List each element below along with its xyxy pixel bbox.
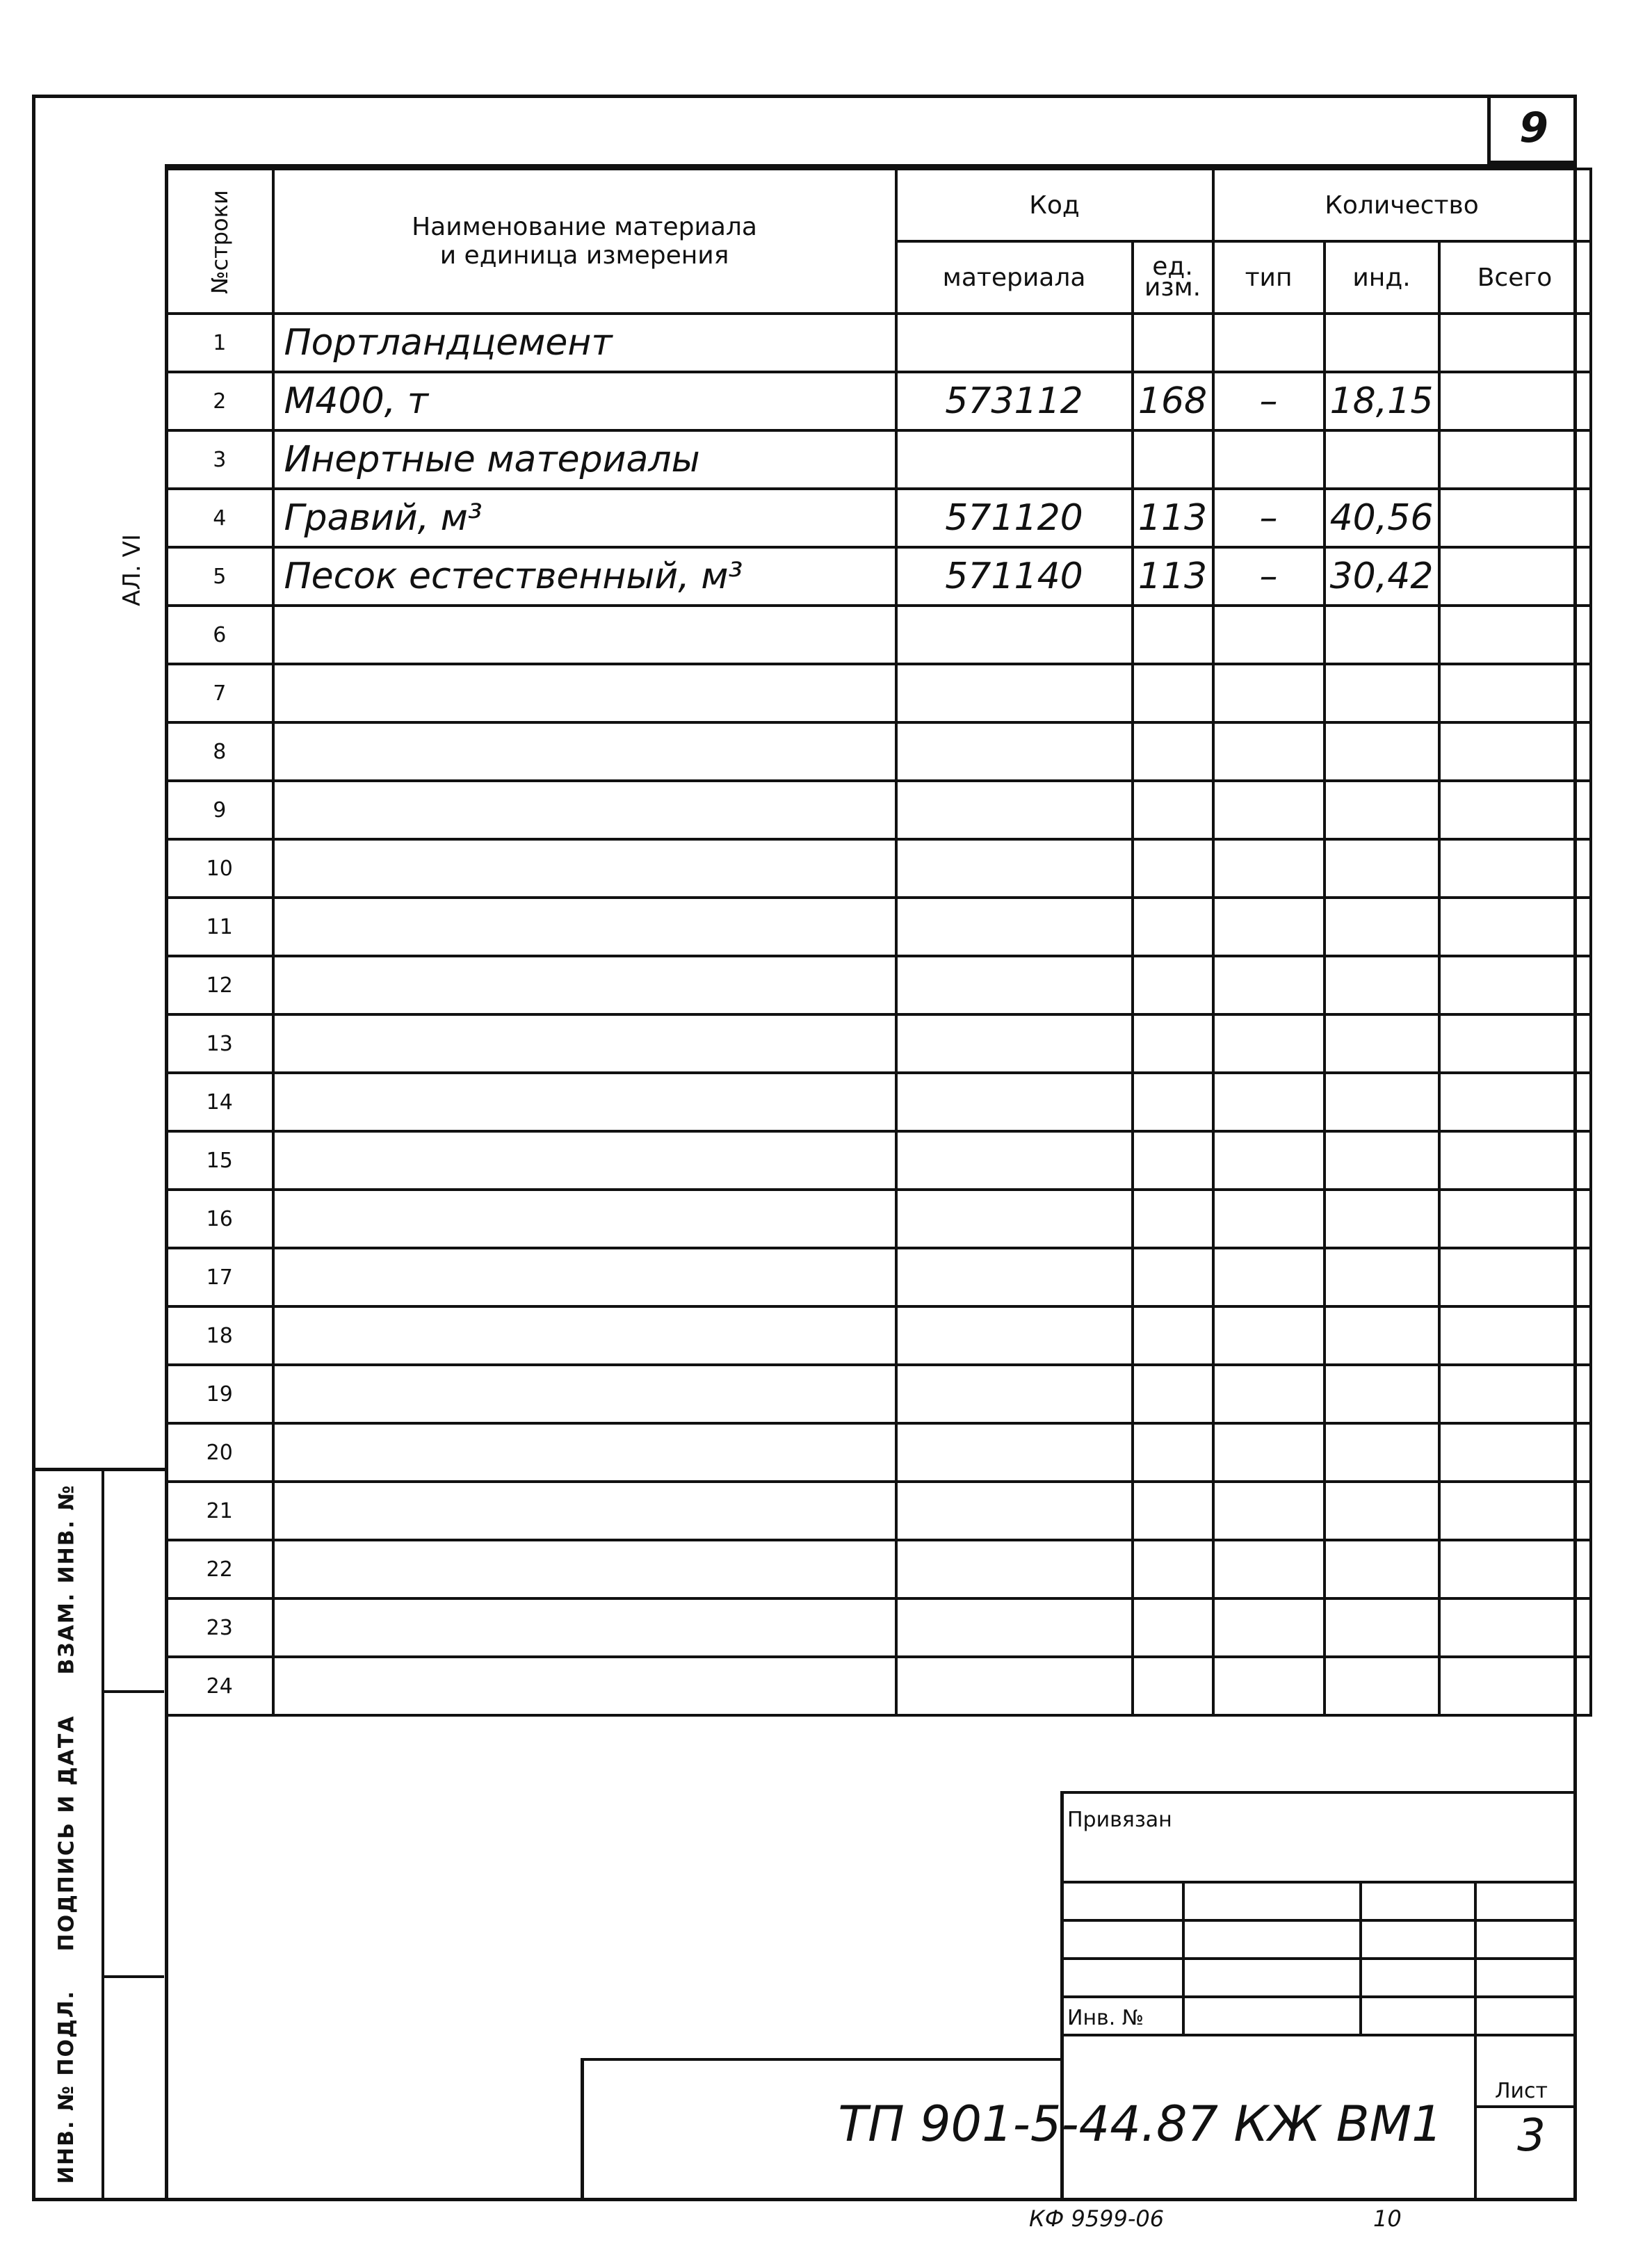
title-block-rule [1060, 1791, 1577, 1794]
material-code-cell [896, 664, 1133, 722]
table-row [166, 1482, 1591, 1540]
material-code-cell [896, 1423, 1133, 1482]
row-number-cell: 1 [166, 314, 273, 372]
row-number-cell: 9 [166, 781, 273, 839]
row-number-cell: 6 [166, 606, 273, 664]
material-code-cell: 573112 [896, 372, 1133, 430]
type-qty-cell [1213, 1248, 1325, 1306]
material-name-cell [273, 956, 896, 1014]
sheet-number-top: 9 [1487, 95, 1577, 164]
title-block-rule [1060, 1995, 1577, 1998]
material-code-cell [896, 722, 1133, 781]
material-name-cell [273, 839, 896, 898]
stamp-replace-inv: ВЗАМ. ИНВ. № [54, 1483, 79, 1675]
title-block-rule [1060, 2034, 1577, 2036]
table-row [166, 314, 1591, 372]
linked-label: Привязан [1067, 1808, 1172, 1832]
title-block-rule [1474, 1881, 1477, 2201]
header-row-no: №строки [166, 169, 273, 314]
total-qty-cell [1439, 1482, 1591, 1540]
row-number-cell: 12 [166, 956, 273, 1014]
document-designation: ТП 901-5-44.87 КЖ ВМ1 [838, 2096, 1443, 2153]
material-code-cell: 571140 [896, 547, 1133, 606]
material-code-cell [896, 1131, 1133, 1190]
total-qty-cell [1439, 1657, 1591, 1715]
stamp-column-rule [102, 1468, 104, 2198]
individual-qty-cell [1325, 1482, 1439, 1540]
total-qty-cell [1439, 489, 1591, 547]
header-total: Всего [1439, 241, 1591, 314]
table-row [166, 1190, 1591, 1248]
stamp-signature-date: ПОДПИСЬ И ДАТА [54, 1714, 79, 1952]
header-name: Наименование материала и единица измерения [273, 169, 896, 314]
total-qty-cell [1439, 1598, 1591, 1657]
table-row [166, 664, 1591, 722]
table-row [166, 1598, 1591, 1657]
individual-qty-cell [1325, 781, 1439, 839]
total-qty-cell [1439, 1540, 1591, 1598]
type-qty-cell [1213, 664, 1325, 722]
material-name-cell: Инертные материалы [273, 430, 896, 489]
table-row [166, 839, 1591, 898]
title-block-rule [1182, 1881, 1185, 2034]
inv-no-label: Инв. № [1067, 2006, 1144, 2030]
sheet-value: 3 [1517, 2110, 1546, 2162]
row-number-cell: 24 [166, 1657, 273, 1715]
material-code-cell [896, 781, 1133, 839]
material-code-cell: 571120 [896, 489, 1133, 547]
unit-code-cell [1133, 1306, 1213, 1365]
table-row [166, 547, 1591, 606]
material-code-cell [896, 314, 1133, 372]
header-type: тип [1213, 241, 1325, 314]
total-qty-cell [1439, 722, 1591, 781]
table-row [166, 1306, 1591, 1365]
individual-qty-cell [1325, 1306, 1439, 1365]
table-row [166, 489, 1591, 547]
row-number-cell: 10 [166, 839, 273, 898]
title-block-rule [1060, 1957, 1577, 1960]
total-qty-cell [1439, 1073, 1591, 1131]
table-row [166, 1657, 1591, 1715]
individual-qty-cell [1325, 1190, 1439, 1248]
total-qty-cell [1439, 781, 1591, 839]
total-qty-cell [1439, 1248, 1591, 1306]
individual-qty-cell: 18,15 [1325, 372, 1439, 430]
unit-code-cell [1133, 956, 1213, 1014]
table-row [166, 1014, 1591, 1073]
unit-code-cell [1133, 1482, 1213, 1540]
header-unit-code: ед. изм. [1133, 241, 1213, 314]
album-mark [101, 528, 163, 612]
material-code-cell [896, 1657, 1133, 1715]
material-code-cell [896, 1598, 1133, 1657]
material-name-cell: М400, т [273, 372, 896, 430]
material-name-cell [273, 664, 896, 722]
table-row [166, 722, 1591, 781]
individual-qty-cell [1325, 1014, 1439, 1073]
individual-qty-cell: 30,42 [1325, 547, 1439, 606]
type-qty-cell [1213, 1423, 1325, 1482]
individual-qty-cell [1325, 839, 1439, 898]
archive-code: КФ 9599-06 [1029, 2205, 1165, 2232]
unit-code-cell [1133, 1190, 1213, 1248]
individual-qty-cell: 40,56 [1325, 489, 1439, 547]
individual-qty-cell [1325, 1248, 1439, 1306]
unit-code-cell [1133, 1540, 1213, 1598]
total-qty-cell [1439, 547, 1591, 606]
row-number-cell: 14 [166, 1073, 273, 1131]
table-row [166, 1365, 1591, 1423]
material-code-cell [896, 1073, 1133, 1131]
material-code-cell [896, 1540, 1133, 1598]
material-name-cell: Портландцемент [273, 314, 896, 372]
row-number-cell: 23 [166, 1598, 273, 1657]
total-qty-cell [1439, 664, 1591, 722]
sheet-label: Лист [1495, 2079, 1548, 2103]
material-code-cell [896, 1190, 1133, 1248]
stamp-inv-no-orig: ИНВ. № ПОДЛ. [54, 1989, 79, 2184]
material-name-cell [273, 1248, 896, 1306]
type-qty-cell [1213, 781, 1325, 839]
row-number-cell: 21 [166, 1482, 273, 1540]
unit-code-cell: 113 [1133, 489, 1213, 547]
material-name-cell: Гравий, м³ [273, 489, 896, 547]
total-qty-cell [1439, 1306, 1591, 1365]
type-qty-cell [1213, 1131, 1325, 1190]
type-qty-cell [1213, 722, 1325, 781]
materials-table [165, 168, 1592, 1717]
table-row [166, 898, 1591, 956]
table-row [166, 1540, 1591, 1598]
total-qty-cell [1439, 372, 1591, 430]
title-block-rule [581, 2058, 584, 2201]
header-individual: инд. [1325, 241, 1439, 314]
unit-code-cell [1133, 1131, 1213, 1190]
individual-qty-cell [1325, 1365, 1439, 1423]
type-qty-cell [1213, 606, 1325, 664]
type-qty-cell [1213, 1190, 1325, 1248]
table-row [166, 1248, 1591, 1306]
title-block-rule [581, 2058, 1060, 2061]
material-name-cell [273, 1014, 896, 1073]
individual-qty-cell [1325, 898, 1439, 956]
type-qty-cell: – [1213, 489, 1325, 547]
type-qty-cell [1213, 1482, 1325, 1540]
unit-code-cell [1133, 1598, 1213, 1657]
type-qty-cell [1213, 956, 1325, 1014]
row-number-cell: 17 [166, 1248, 273, 1306]
row-number-cell: 2 [166, 372, 273, 430]
total-qty-cell [1439, 314, 1591, 372]
individual-qty-cell [1325, 314, 1439, 372]
material-name-cell [273, 1131, 896, 1190]
material-code-cell [896, 430, 1133, 489]
individual-qty-cell [1325, 1598, 1439, 1657]
total-qty-cell [1439, 1365, 1591, 1423]
table-row [166, 956, 1591, 1014]
total-qty-cell [1439, 430, 1591, 489]
type-qty-cell [1213, 314, 1325, 372]
stamp-rule [102, 1975, 164, 1978]
material-name-cell [273, 1365, 896, 1423]
unit-code-cell [1133, 1014, 1213, 1073]
type-qty-cell [1213, 1014, 1325, 1073]
individual-qty-cell [1325, 1131, 1439, 1190]
header-quantity: Количество [1213, 169, 1591, 241]
type-qty-cell [1213, 1598, 1325, 1657]
total-qty-cell [1439, 1190, 1591, 1248]
table-row [166, 1131, 1591, 1190]
material-code-cell [896, 606, 1133, 664]
approval-stamp-band [32, 1468, 164, 2198]
total-qty-cell [1439, 898, 1591, 956]
total-qty-cell [1439, 1014, 1591, 1073]
row-number-cell: 16 [166, 1190, 273, 1248]
row-number-cell: 8 [166, 722, 273, 781]
archive-code-suffix: 10 [1373, 2205, 1402, 2232]
stamp-band-left [32, 1468, 35, 2198]
unit-code-cell [1133, 314, 1213, 372]
type-qty-cell [1213, 1540, 1325, 1598]
material-code-cell [896, 1014, 1133, 1073]
type-qty-cell [1213, 839, 1325, 898]
table-row [166, 1423, 1591, 1482]
row-number-cell: 13 [166, 1014, 273, 1073]
material-name-cell [273, 606, 896, 664]
total-qty-cell [1439, 839, 1591, 898]
title-block-rule [1060, 1919, 1577, 1922]
type-qty-cell: – [1213, 547, 1325, 606]
material-name-cell [273, 1598, 896, 1657]
total-qty-cell [1439, 956, 1591, 1014]
unit-code-cell [1133, 1657, 1213, 1715]
material-code-cell [896, 1482, 1133, 1540]
type-qty-cell [1213, 1365, 1325, 1423]
individual-qty-cell [1325, 956, 1439, 1014]
unit-code-cell: 168 [1133, 372, 1213, 430]
type-qty-cell: – [1213, 372, 1325, 430]
row-number-cell: 11 [166, 898, 273, 956]
material-name-cell [273, 1482, 896, 1540]
material-code-cell [896, 1365, 1133, 1423]
material-code-cell [896, 898, 1133, 956]
row-number-cell: 18 [166, 1306, 273, 1365]
unit-code-cell [1133, 1423, 1213, 1482]
album-mark-text: АЛ. VI [118, 534, 147, 606]
table-row [166, 781, 1591, 839]
individual-qty-cell [1325, 664, 1439, 722]
material-name-cell [273, 1657, 896, 1715]
unit-code-cell [1133, 1073, 1213, 1131]
material-name-cell [273, 1306, 896, 1365]
table-header-row [166, 169, 1591, 241]
table-row [166, 430, 1591, 489]
individual-qty-cell [1325, 1540, 1439, 1598]
table-row [166, 606, 1591, 664]
total-qty-cell [1439, 1131, 1591, 1190]
row-number-cell: 15 [166, 1131, 273, 1190]
unit-code-cell [1133, 781, 1213, 839]
row-number-cell: 7 [166, 664, 273, 722]
material-code-cell [896, 1306, 1133, 1365]
row-number-cell: 4 [166, 489, 273, 547]
row-number-cell: 5 [166, 547, 273, 606]
unit-code-cell [1133, 430, 1213, 489]
unit-code-cell [1133, 839, 1213, 898]
material-code-cell [896, 839, 1133, 898]
unit-code-cell [1133, 722, 1213, 781]
unit-code-cell: 113 [1133, 547, 1213, 606]
type-qty-cell [1213, 1073, 1325, 1131]
total-qty-cell [1439, 1423, 1591, 1482]
row-number-cell: 20 [166, 1423, 273, 1482]
material-code-cell [896, 1248, 1133, 1306]
table-row [166, 372, 1591, 430]
title-block-rule [1474, 2105, 1577, 2108]
material-name-cell: Песок естественный, м³ [273, 547, 896, 606]
individual-qty-cell [1325, 430, 1439, 489]
total-qty-cell [1439, 606, 1591, 664]
material-code-cell [896, 956, 1133, 1014]
unit-code-cell [1133, 664, 1213, 722]
type-qty-cell [1213, 1657, 1325, 1715]
row-number-cell: 3 [166, 430, 273, 489]
type-qty-cell [1213, 898, 1325, 956]
stamp-rule [102, 1690, 164, 1693]
material-name-cell [273, 1423, 896, 1482]
unit-code-cell [1133, 1248, 1213, 1306]
title-block-rule [1060, 1881, 1577, 1884]
title-block-rule [1359, 1881, 1362, 2034]
material-name-cell [273, 781, 896, 839]
material-name-cell [273, 898, 896, 956]
unit-code-cell [1133, 1365, 1213, 1423]
individual-qty-cell [1325, 1657, 1439, 1715]
header-code: Код [896, 169, 1213, 241]
row-number-cell: 22 [166, 1540, 273, 1598]
individual-qty-cell [1325, 722, 1439, 781]
material-name-cell [273, 1540, 896, 1598]
type-qty-cell [1213, 1306, 1325, 1365]
table-row [166, 1073, 1591, 1131]
unit-code-cell [1133, 606, 1213, 664]
individual-qty-cell [1325, 1423, 1439, 1482]
material-name-cell [273, 1073, 896, 1131]
unit-code-cell [1133, 898, 1213, 956]
material-name-cell [273, 722, 896, 781]
material-name-cell [273, 1190, 896, 1248]
type-qty-cell [1213, 430, 1325, 489]
individual-qty-cell [1325, 1073, 1439, 1131]
individual-qty-cell [1325, 606, 1439, 664]
row-number-cell: 19 [166, 1365, 273, 1423]
header-material-code: материала [896, 241, 1133, 314]
